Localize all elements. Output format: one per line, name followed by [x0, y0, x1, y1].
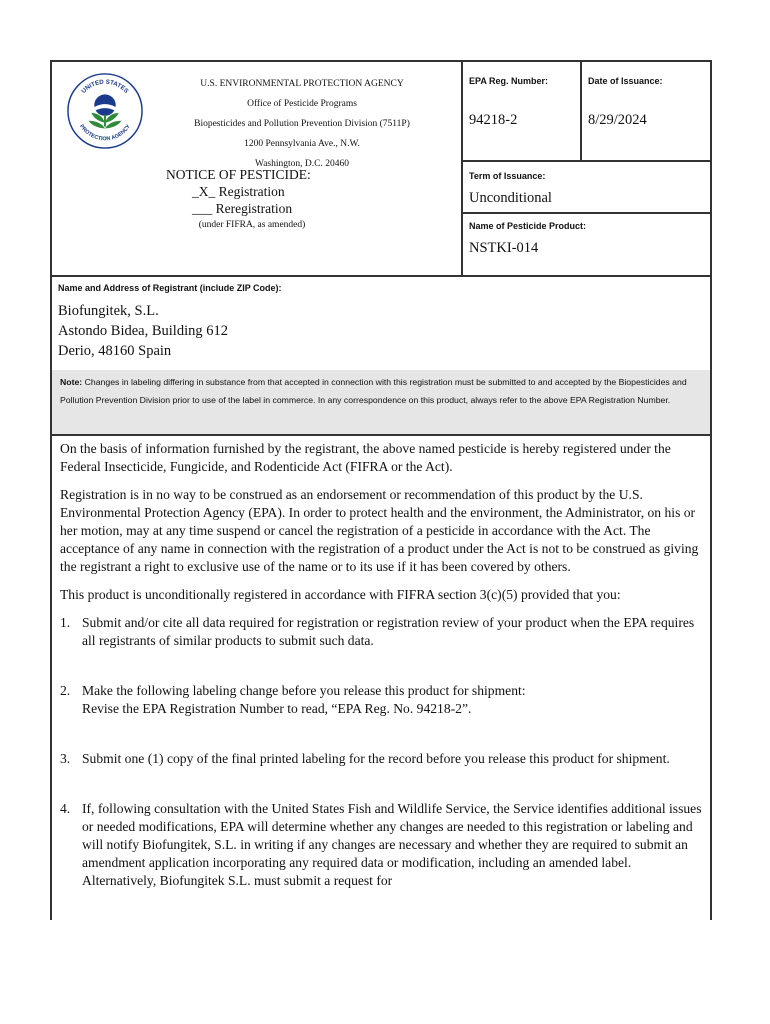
epa-reg-label: EPA Reg. Number:: [469, 76, 549, 86]
condition-text: If, following consultation with the United States Fish and Wildlife Service, the Service identifies additional issues or needed modifications, EPA will determine whether any changes are needed to this registration or labeling and will notify Biofungitek, S.L. in writing if any changes are necessary and whether they are required to submit an amendment application incorporating any required data or modification, including an amended label. Alternatively, Biofungitek S.L. must submit a request for: [82, 801, 702, 888]
registrant-line: Derio, 48160 Spain: [58, 343, 172, 359]
registration-body: [60, 440, 706, 890]
notice-of-pesticide: [162, 166, 362, 234]
body-paragraph: This product is unconditionally registered in accordance with FIFRA section 3(c)(5) provided that you:: [60, 587, 621, 602]
registrant-address: [58, 301, 228, 361]
condition-text-detail: Revise the EPA Registration Number to read, “EPA Reg. No. 94218-2”.: [82, 701, 472, 716]
agency-address: [147, 74, 457, 174]
note-label: Note:: [60, 377, 83, 387]
agency-line: U.S. ENVIRONMENTAL PROTECTION AGENCY: [200, 79, 404, 89]
condition-number: 1.: [60, 615, 71, 630]
agency-line: 1200 Pennsylvania Ave., N.W.: [244, 139, 360, 149]
condition-text: Make the following labeling change before you release this product for shipment:: [82, 683, 526, 698]
condition-item: [60, 682, 706, 718]
divider: [580, 62, 582, 160]
agency-line: Washington, D.C. 20460: [255, 159, 349, 169]
notice-title: NOTICE OF PESTICIDE:: [166, 167, 311, 182]
body-paragraph: Registration is in no way to be construed as an endorsement or recommendation of this product by the U.S. Environmental Protection Agency (EPA). In order to protect health and the environment, the Administrator, on his or her motion, may at any time suspend or cancel the registration of a pesticide in accordance with the Act. The acceptance of any name in connection with the registration of a product under the Act is not to be construed as giving the registrant a right to exclusive use of the name or to its use if it has been covered by others.: [60, 487, 699, 574]
condition-item: [60, 800, 706, 890]
issuance-date-label: Date of Issuance:: [588, 76, 663, 86]
body-paragraph: On the basis of information furnished by the registrant, the above named pesticide is hereby registered under the Federal Insecticide, Fungicide, and Rodenticide Act (FIFRA or the Act).: [60, 441, 671, 474]
registrant-line: Biofungitek, S.L.: [58, 303, 159, 319]
registrant-section: [52, 275, 710, 370]
agency-line: Office of Pesticide Programs: [247, 99, 357, 109]
product-name-label: Name of Pesticide Product:: [469, 221, 587, 231]
condition-number: 3.: [60, 751, 71, 766]
divider: [52, 434, 710, 436]
condition-text-block: [82, 682, 706, 718]
epa-reg-value: 94218-2: [469, 112, 518, 128]
product-name-value: NSTKI-014: [469, 240, 539, 256]
condition-item: [60, 750, 706, 768]
condition-number: 4.: [60, 801, 71, 816]
condition-number: 2.: [60, 683, 71, 698]
term-label: Term of Issuance:: [469, 171, 546, 181]
fifra-note: (under FIFRA, as amended): [198, 220, 306, 230]
condition-item: [60, 614, 706, 650]
agency-line: Biopesticides and Pollution Prevention Division (7511P): [194, 119, 410, 129]
note-text: Changes in labeling differing in substance from that accepted in connection with this registration must be submitted to and accepted by the Biopesticides and Pollution Prevention Division prior to use of the label in commerce. In any correspondence on this product, always refer to the above EPA Registration Number.: [60, 377, 687, 405]
registrant-label: Name and Address of Registrant (include ZIP Code):: [58, 283, 282, 293]
divider: [461, 62, 463, 275]
divider: [461, 160, 710, 162]
divider: [461, 212, 710, 214]
svg-text:UNITED STATES: UNITED STATES: [80, 78, 130, 95]
epa-seal-icon: [66, 72, 144, 150]
registration-notice-form: [50, 60, 712, 920]
condition-text: Submit and/or cite all data required for registration or registration review of your product when the EPA requires all registrants of similar products to submit such data.: [82, 615, 695, 648]
option-registration: _X_ Registration: [192, 184, 285, 199]
condition-text: Submit one (1) copy of the final printed labeling for the record before you release this product for shipment.: [82, 751, 670, 766]
term-value: Unconditional: [469, 190, 552, 206]
registrant-line: Astondo Bidea, Building 612: [58, 323, 228, 339]
option-reregistration: ___ Reregistration: [192, 201, 293, 216]
svg-text:PROTECTION AGENCY: PROTECTION AGENCY: [78, 123, 132, 143]
labeling-note: [52, 370, 710, 434]
issuance-date-value: 8/29/2024: [588, 112, 647, 128]
header-agency-block: [52, 62, 462, 275]
